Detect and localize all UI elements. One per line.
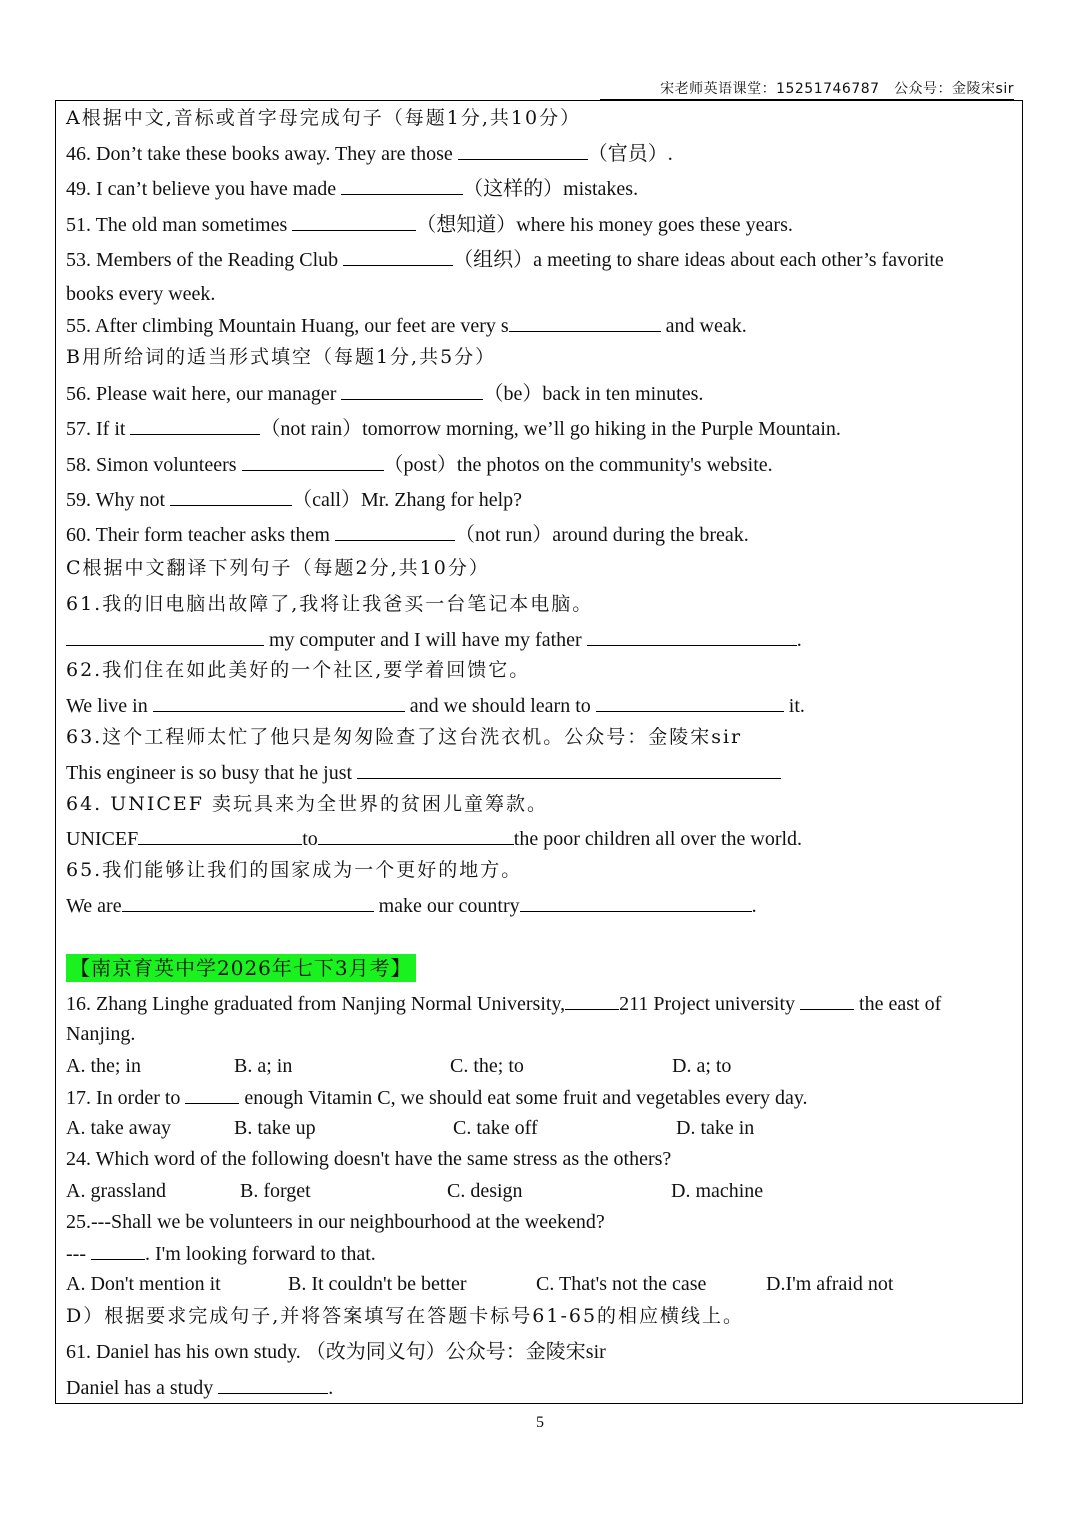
answer-blank[interactable] — [122, 893, 374, 912]
question-17: 17. In order to enough Vitamin C, we should eat some fruit and vegetables every day. — [66, 1087, 808, 1109]
section-c-title: C根据中文翻译下列句子（每题2分,共10分） — [66, 557, 490, 579]
question-46: 46. Don’t take these books away. They are those （官员）. — [66, 143, 673, 165]
answer-blank[interactable] — [185, 1085, 239, 1104]
option-d[interactable]: D.I'm afraid not — [766, 1273, 894, 1295]
question-61-d: 61. Daniel has his own study. （改为同义句）公众号：金陵宋sir — [66, 1341, 606, 1363]
option-c[interactable]: C. take off — [453, 1117, 538, 1139]
option-c[interactable]: C. the; to — [450, 1055, 524, 1077]
question-65-zh: 65.我们能够让我们的国家成为一个更好的地方。 — [66, 859, 523, 881]
answer-blank[interactable] — [292, 212, 416, 231]
answer-blank[interactable] — [357, 760, 781, 779]
answer-blank[interactable] — [170, 487, 292, 506]
option-c[interactable]: C. That's not the case — [536, 1273, 707, 1295]
exam-source-tag — [66, 956, 416, 981]
page-number: 5 — [536, 1414, 544, 1431]
answer-blank[interactable] — [341, 176, 463, 195]
section-a-title: A根据中文,音标或首字母完成句子（每题1分,共10分） — [66, 107, 582, 129]
option-b[interactable]: B. It couldn't be better — [288, 1273, 467, 1295]
question-25: 25.---Shall we be volunteers in our neighbourhood at the weekend? — [66, 1211, 605, 1233]
answer-blank[interactable] — [242, 452, 384, 471]
answer-blank[interactable] — [343, 247, 453, 266]
answer-blank[interactable] — [91, 1241, 145, 1260]
answer-blank[interactable] — [318, 826, 514, 845]
question-56: 56. Please wait here, our manager （be）back in ten minutes. — [66, 383, 704, 405]
section-d-title: D）根据要求完成句子,并将答案填写在答题卡标号61-65的相应横线上。 — [66, 1305, 745, 1327]
option-b[interactable]: B. a; in — [234, 1055, 293, 1077]
answer-blank[interactable] — [153, 693, 405, 712]
option-a[interactable]: A. Don't mention it — [66, 1273, 221, 1295]
answer-blank[interactable] — [587, 627, 797, 646]
option-d[interactable]: D. machine — [671, 1180, 764, 1202]
page-header: 宋老师英语课堂：15251746787 公众号：金陵宋sir — [660, 81, 1014, 97]
question-16-options — [66, 1054, 966, 1078]
answer-blank[interactable] — [565, 991, 619, 1010]
answer-blank[interactable] — [130, 416, 260, 435]
question-64-en: UNICEF to the poor children all over the world. — [66, 828, 803, 850]
question-24: 24. Which word of the following doesn't have the same stress as the others? — [66, 1148, 672, 1170]
question-59: 59. Why not （call）Mr. Zhang for help? — [66, 489, 523, 511]
question-49: 49. I can’t believe you have made （这样的）mistakes. — [66, 178, 639, 200]
question-58: 58. Simon volunteers （post）the photos on the community's website. — [66, 454, 773, 476]
answer-blank[interactable] — [596, 693, 784, 712]
question-24-options — [66, 1179, 966, 1203]
question-17-options — [66, 1116, 966, 1140]
option-b[interactable]: B. forget — [240, 1180, 311, 1202]
option-c[interactable]: C. design — [447, 1180, 523, 1202]
question-60: 60. Their form teacher asks them （not run）around during the break. — [66, 524, 749, 546]
question-16-cont: Nanjing. — [66, 1023, 136, 1045]
question-65-en: We are make our country . — [66, 895, 757, 917]
option-a[interactable]: A. the; in — [66, 1055, 141, 1077]
option-a[interactable]: A. grassland — [66, 1180, 166, 1202]
option-d[interactable]: D. a; to — [672, 1055, 732, 1077]
option-a[interactable]: A. take away — [66, 1117, 171, 1139]
section-b-title: B用所给词的适当形式填空（每题1分,共5分） — [66, 346, 497, 368]
question-62-en: We live in and we should learn to it. — [66, 695, 805, 717]
question-55: 55. After climbing Mountain Huang, our feet are very s and weak. — [66, 315, 747, 337]
question-63-en: This engineer is so busy that he just — [66, 760, 781, 785]
answer-blank[interactable] — [218, 1375, 328, 1394]
question-61-en: my computer and I will have my father . — [66, 627, 802, 652]
answer-blank[interactable] — [138, 826, 302, 845]
question-53: 53. Members of the Reading Club （组织）a meeting to share ideas about each other’s favorite — [66, 249, 944, 271]
question-64-zh: 64. UNICEF 卖玩具来为全世界的贫困儿童筹款。 — [66, 793, 549, 815]
answer-blank[interactable] — [335, 522, 455, 541]
question-51: 51. The old man sometimes （想知道）where his money goes these years. — [66, 214, 793, 236]
question-57: 57. If it （not rain）tomorrow morning, we’ll go hiking in the Purple Mountain. — [66, 418, 841, 440]
option-b[interactable]: B. take up — [234, 1117, 316, 1139]
answer-blank[interactable] — [66, 627, 264, 646]
question-62-zh: 62.我们住在如此美好的一个社区,要学着回馈它。 — [66, 659, 531, 681]
answer-blank[interactable] — [509, 313, 661, 332]
option-d[interactable]: D. take in — [676, 1117, 755, 1139]
question-25-reply: --- . I'm looking forward to that. — [66, 1243, 376, 1265]
answer-blank[interactable] — [800, 991, 854, 1010]
question-16: 16. Zhang Linghe graduated from Nanjing Normal University, 211 Project university the east of — [66, 993, 942, 1015]
answer-blank[interactable] — [520, 893, 752, 912]
exam-source-label: 【南京育英中学2026年七下3月考】 — [66, 954, 416, 982]
answer-blank[interactable] — [341, 381, 483, 400]
question-61-d-answer: Daniel has a study . — [66, 1377, 334, 1399]
question-61-zh: 61.我的旧电脑出故障了,我将让我爸买一台笔记本电脑。 — [66, 593, 594, 615]
question-63-zh: 63.这个工程师太忙了他只是匆匆险查了这台洗衣机。公众号：金陵宋sir — [66, 726, 743, 748]
answer-blank[interactable] — [458, 141, 588, 160]
question-53-cont: books every week. — [66, 283, 216, 305]
question-25-options — [66, 1272, 966, 1296]
